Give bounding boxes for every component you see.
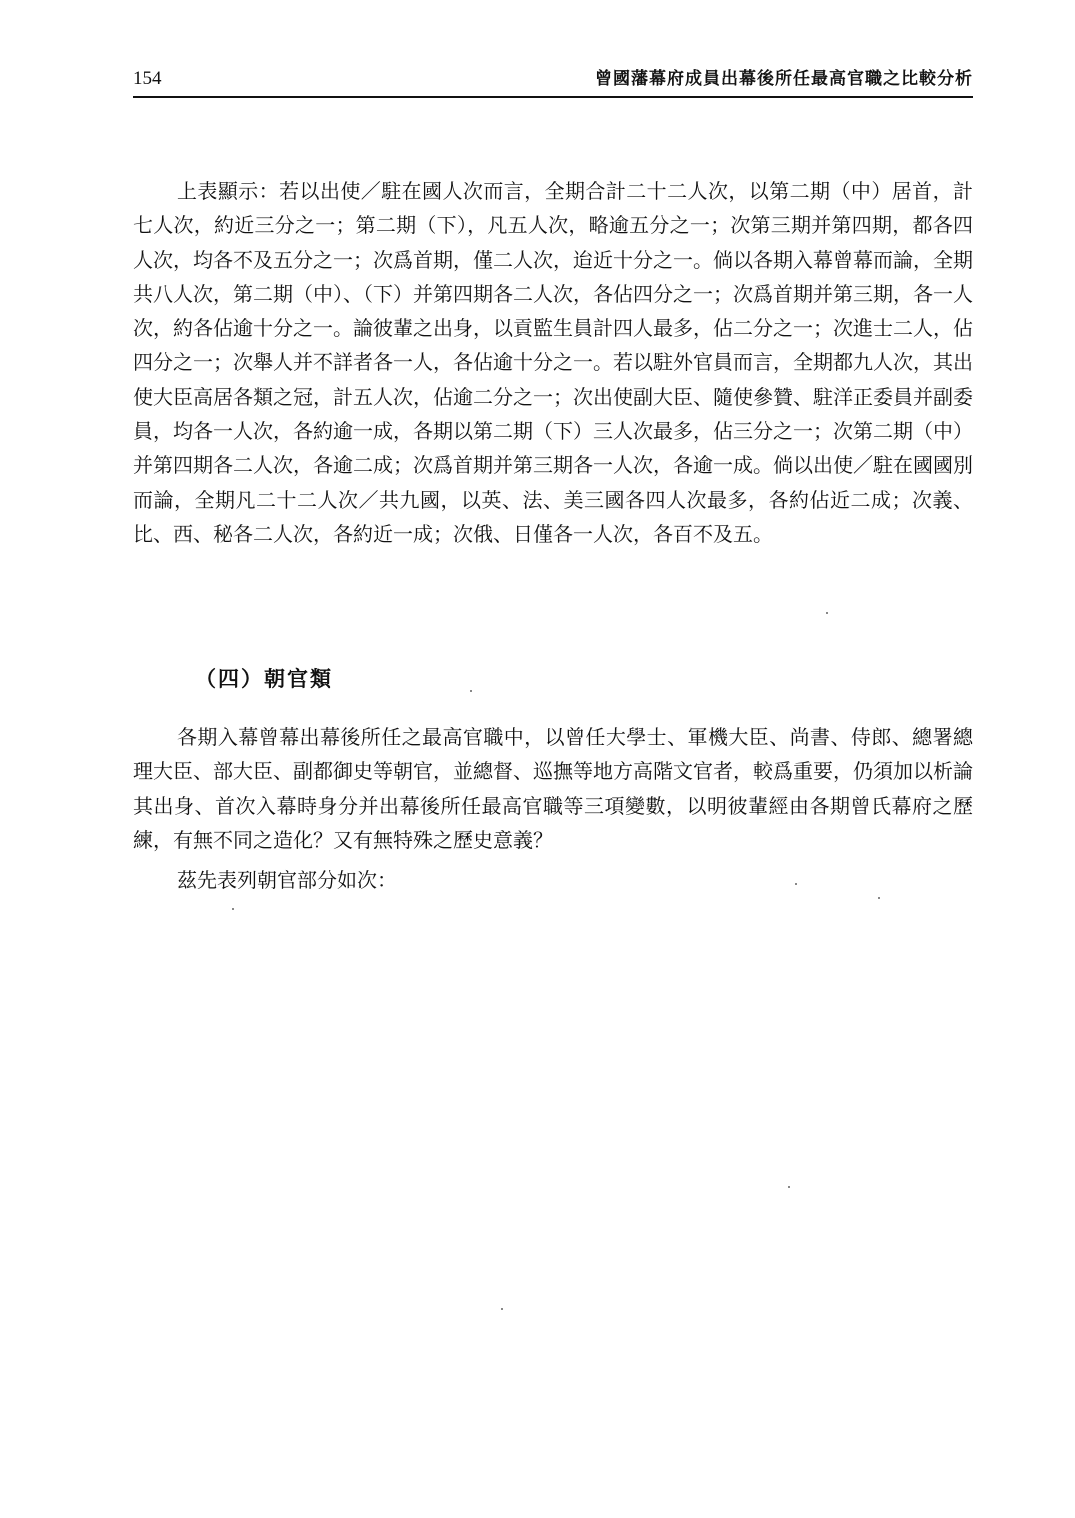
scan-speck — [232, 908, 234, 910]
scan-speck — [826, 612, 828, 614]
running-title: 曾國藩幕府成員出幕後所任最高官職之比較分析 — [595, 69, 973, 89]
paragraph-court-officials: 各期入幕曾幕出幕後所任之最高官職中，以曾任大學士、軍機大臣、尚書、侍郎、總署總理大臣、部大臣、副都御史等朝官，並總督、巡撫等地方高階文官者，較爲重要，仍須加以析論其出身、首次入幕時身分并出幕後所任最高官職等三項變數，以明彼輩經由各期曾氏幕府之歷練，有無不同之造化？又有無特殊之歷史意義？ — [133, 725, 973, 852]
page-header — [133, 66, 973, 98]
scan-speck — [501, 1308, 503, 1310]
scan-speck — [878, 897, 880, 899]
scan-speck — [788, 1186, 790, 1188]
section-heading: （四）朝官類 — [195, 667, 333, 691]
scan-speck — [470, 690, 472, 692]
scan-speck — [795, 883, 797, 885]
paragraph-table-intro: 茲先表列朝官部分如次： — [177, 868, 397, 892]
paragraph-statistics-summary: 上表顯示：若以出使／駐在國人次而言，全期合計二十二人次，以第二期（中）居首，計七人次，約近三分之一；第二期（下），凡五人次，略逾五分之一；次第三期并第四期，都各四人次，均各不及五分之一；次爲首期，僅二人次，迨近十分之一。倘以各期入幕曾幕而論，全期共八人次，第二期（中）、（下）并第四期各二人次，各佔四分之一；次爲首期并第三期，各一人次，約各佔逾十分之一。論彼輩之出身，以貢監生員計四人最多，佔二分之一；次進士二人，佔四分之一；次舉人并不詳者各一人，各佔逾十分之一。若以駐外官員而言，全期都九人次，其出使大臣高居各類之冠，計五人次，佔逾二分之一；次出使副大臣、隨使參贊、駐洋正委員并副委員，均各一人次，各約逾一成，各期以第二期（下）三人次最多，佔三分之一；次第二期（中）并第四期各二人次，各逾二成；次爲首期并第三期各一人次，各逾一成。倘以出使／駐在國國別而論，全期凡二十二人次／共九國，以英、法、美三國各四人次最多，各約佔近二成；次義、比、西、秘各二人次，各約近一成；次俄、日僅各一人次，各百不及五。 — [133, 179, 973, 546]
page-number: 154 — [133, 68, 162, 89]
